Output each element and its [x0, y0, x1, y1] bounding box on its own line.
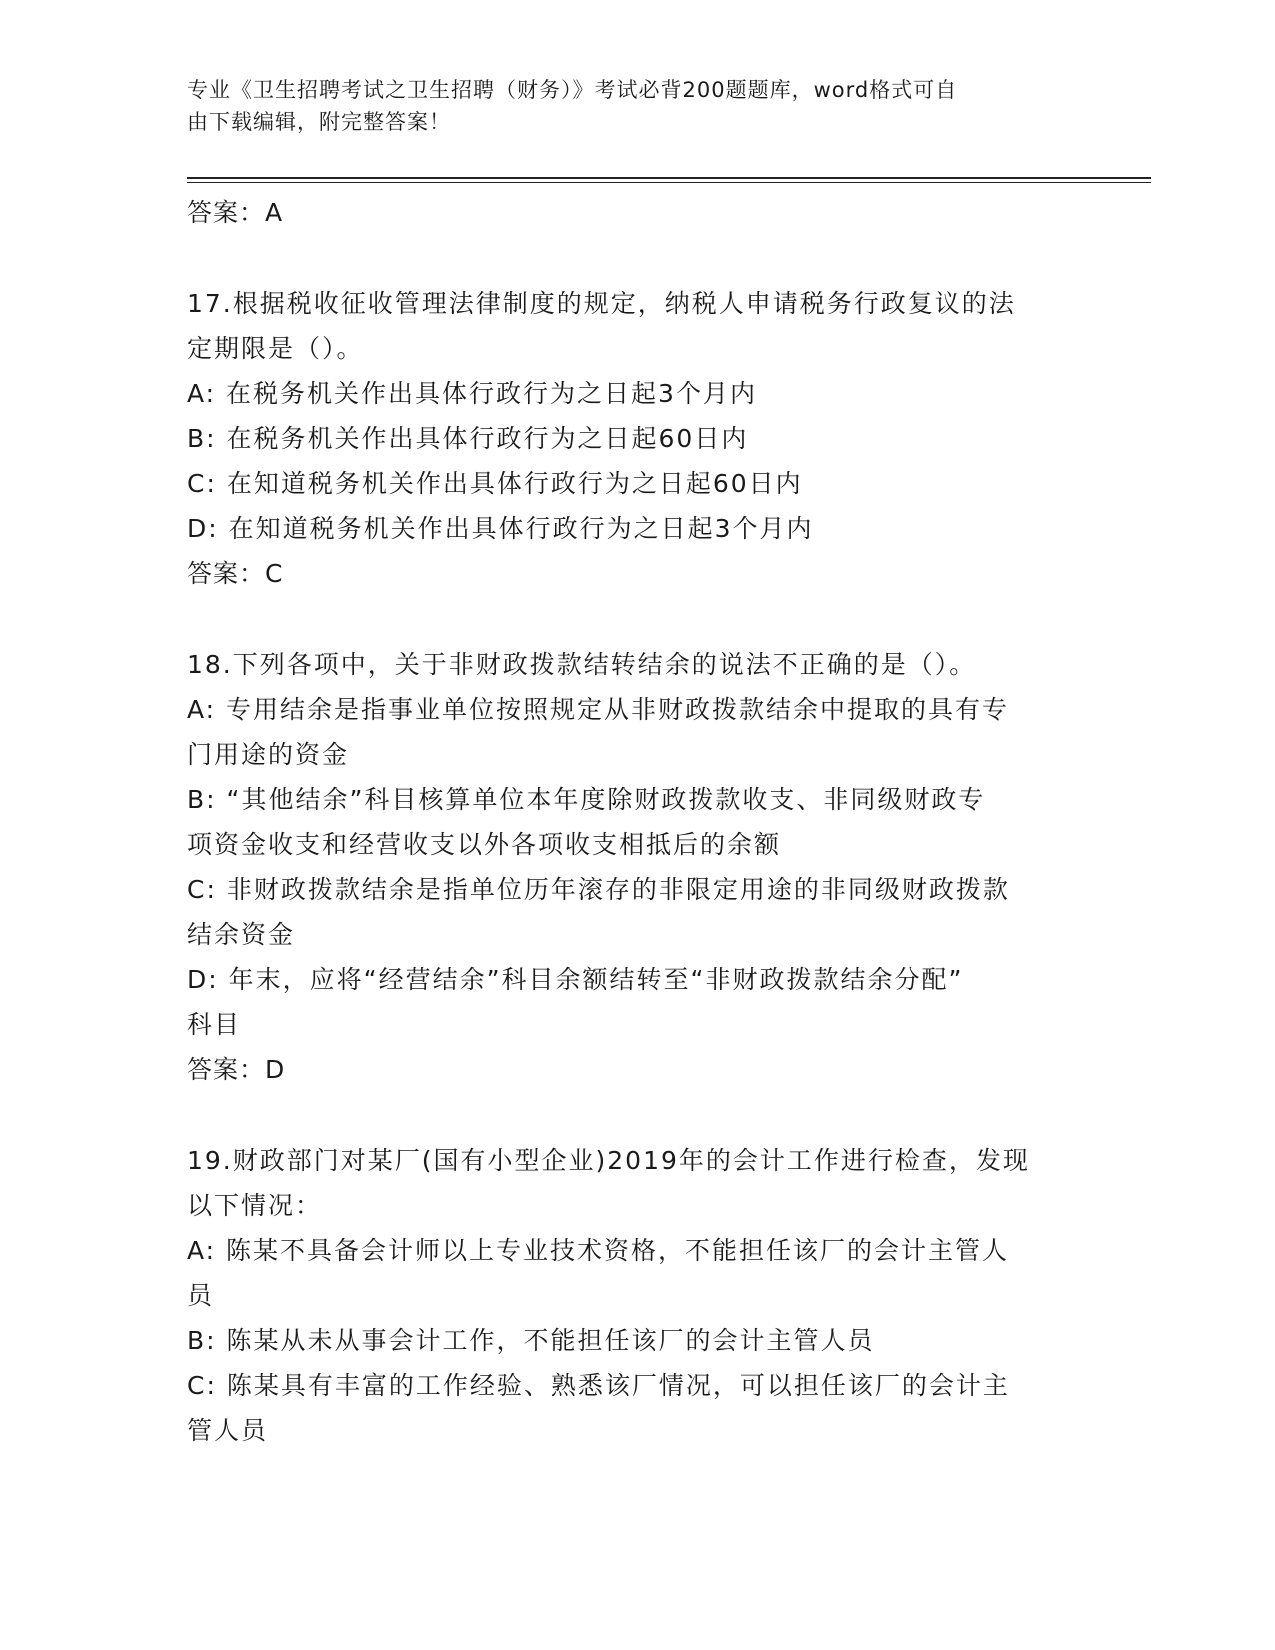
question-stem: 17.根据税收征收管理法律制度的规定，纳税人申请税务行政复议的法 — [187, 289, 1016, 318]
option-c: C: 陈某具有丰富的工作经验、熟悉该厂情况，可以担任该厂的会计主 — [187, 1371, 1010, 1400]
document-header — [187, 74, 1067, 138]
option-d: D: 年末，应将“经营结余”科目余额结转至“非财政拨款结余分配” — [187, 965, 964, 994]
option-b: B: “其他结余”科目核算单位本年度除财政拨款收支、非同级财政专 — [187, 785, 986, 814]
option-a: A: 陈某不具备会计师以上专业技术资格，不能担任该厂的会计主管人 — [187, 1236, 1010, 1265]
question-stem: 以下情况： — [187, 1191, 323, 1220]
option-a-cont: 门用途的资金 — [187, 740, 350, 769]
header-line: 专业《卫生招聘考试之卫生招聘（财务）》考试必背200题题库，word格式可自 — [187, 78, 958, 102]
option-d-cont: 科目 — [187, 1010, 242, 1039]
question-stem: 19.财政部门对某厂(国有小型企业)2019年的会计工作进行检查，发现 — [187, 1146, 1030, 1175]
header-divider-thin — [187, 182, 1151, 183]
option-d: D: 在知道税务机关作出具体行政行为之日起3个月内 — [187, 514, 814, 543]
option-c: C: 在知道税务机关作出具体行政行为之日起60日内 — [187, 469, 803, 498]
question-stem: 定期限是（）。 — [187, 334, 364, 363]
option-c: C: 非财政拨款结余是指单位历年滚存的非限定用途的非同级财政拨款 — [187, 875, 1010, 904]
option-a: A: 专用结余是指事业单位按照规定从非财政拨款结余中提取的具有专 — [187, 695, 1010, 724]
option-c-cont: 结余资金 — [187, 920, 296, 949]
header-line: 由下载编辑，附完整答案！ — [187, 110, 451, 134]
answer-line: 答案：C — [187, 559, 284, 588]
question-stem: 18.下列各项中，关于非财政拨款结转结余的说法不正确的是（）。 — [187, 650, 977, 679]
question-18 — [187, 642, 1087, 1092]
header-divider — [187, 177, 1151, 179]
question-content — [187, 190, 1087, 1453]
option-b: B: 陈某从未从事会计工作，不能担任该厂的会计主管人员 — [187, 1326, 875, 1355]
question-17 — [187, 281, 1087, 596]
option-a: A: 在税务机关作出具体行政行为之日起3个月内 — [187, 379, 757, 408]
answer-line: 答案：A — [187, 198, 284, 227]
option-a-cont: 员 — [187, 1281, 215, 1310]
option-b: B: 在税务机关作出具体行政行为之日起60日内 — [187, 424, 749, 453]
option-c-cont: 管人员 — [187, 1416, 269, 1445]
answer-line: 答案：D — [187, 1055, 286, 1084]
option-b-cont: 项资金收支和经营收支以外各项收支相抵后的余额 — [187, 830, 782, 859]
question-19 — [187, 1138, 1087, 1453]
